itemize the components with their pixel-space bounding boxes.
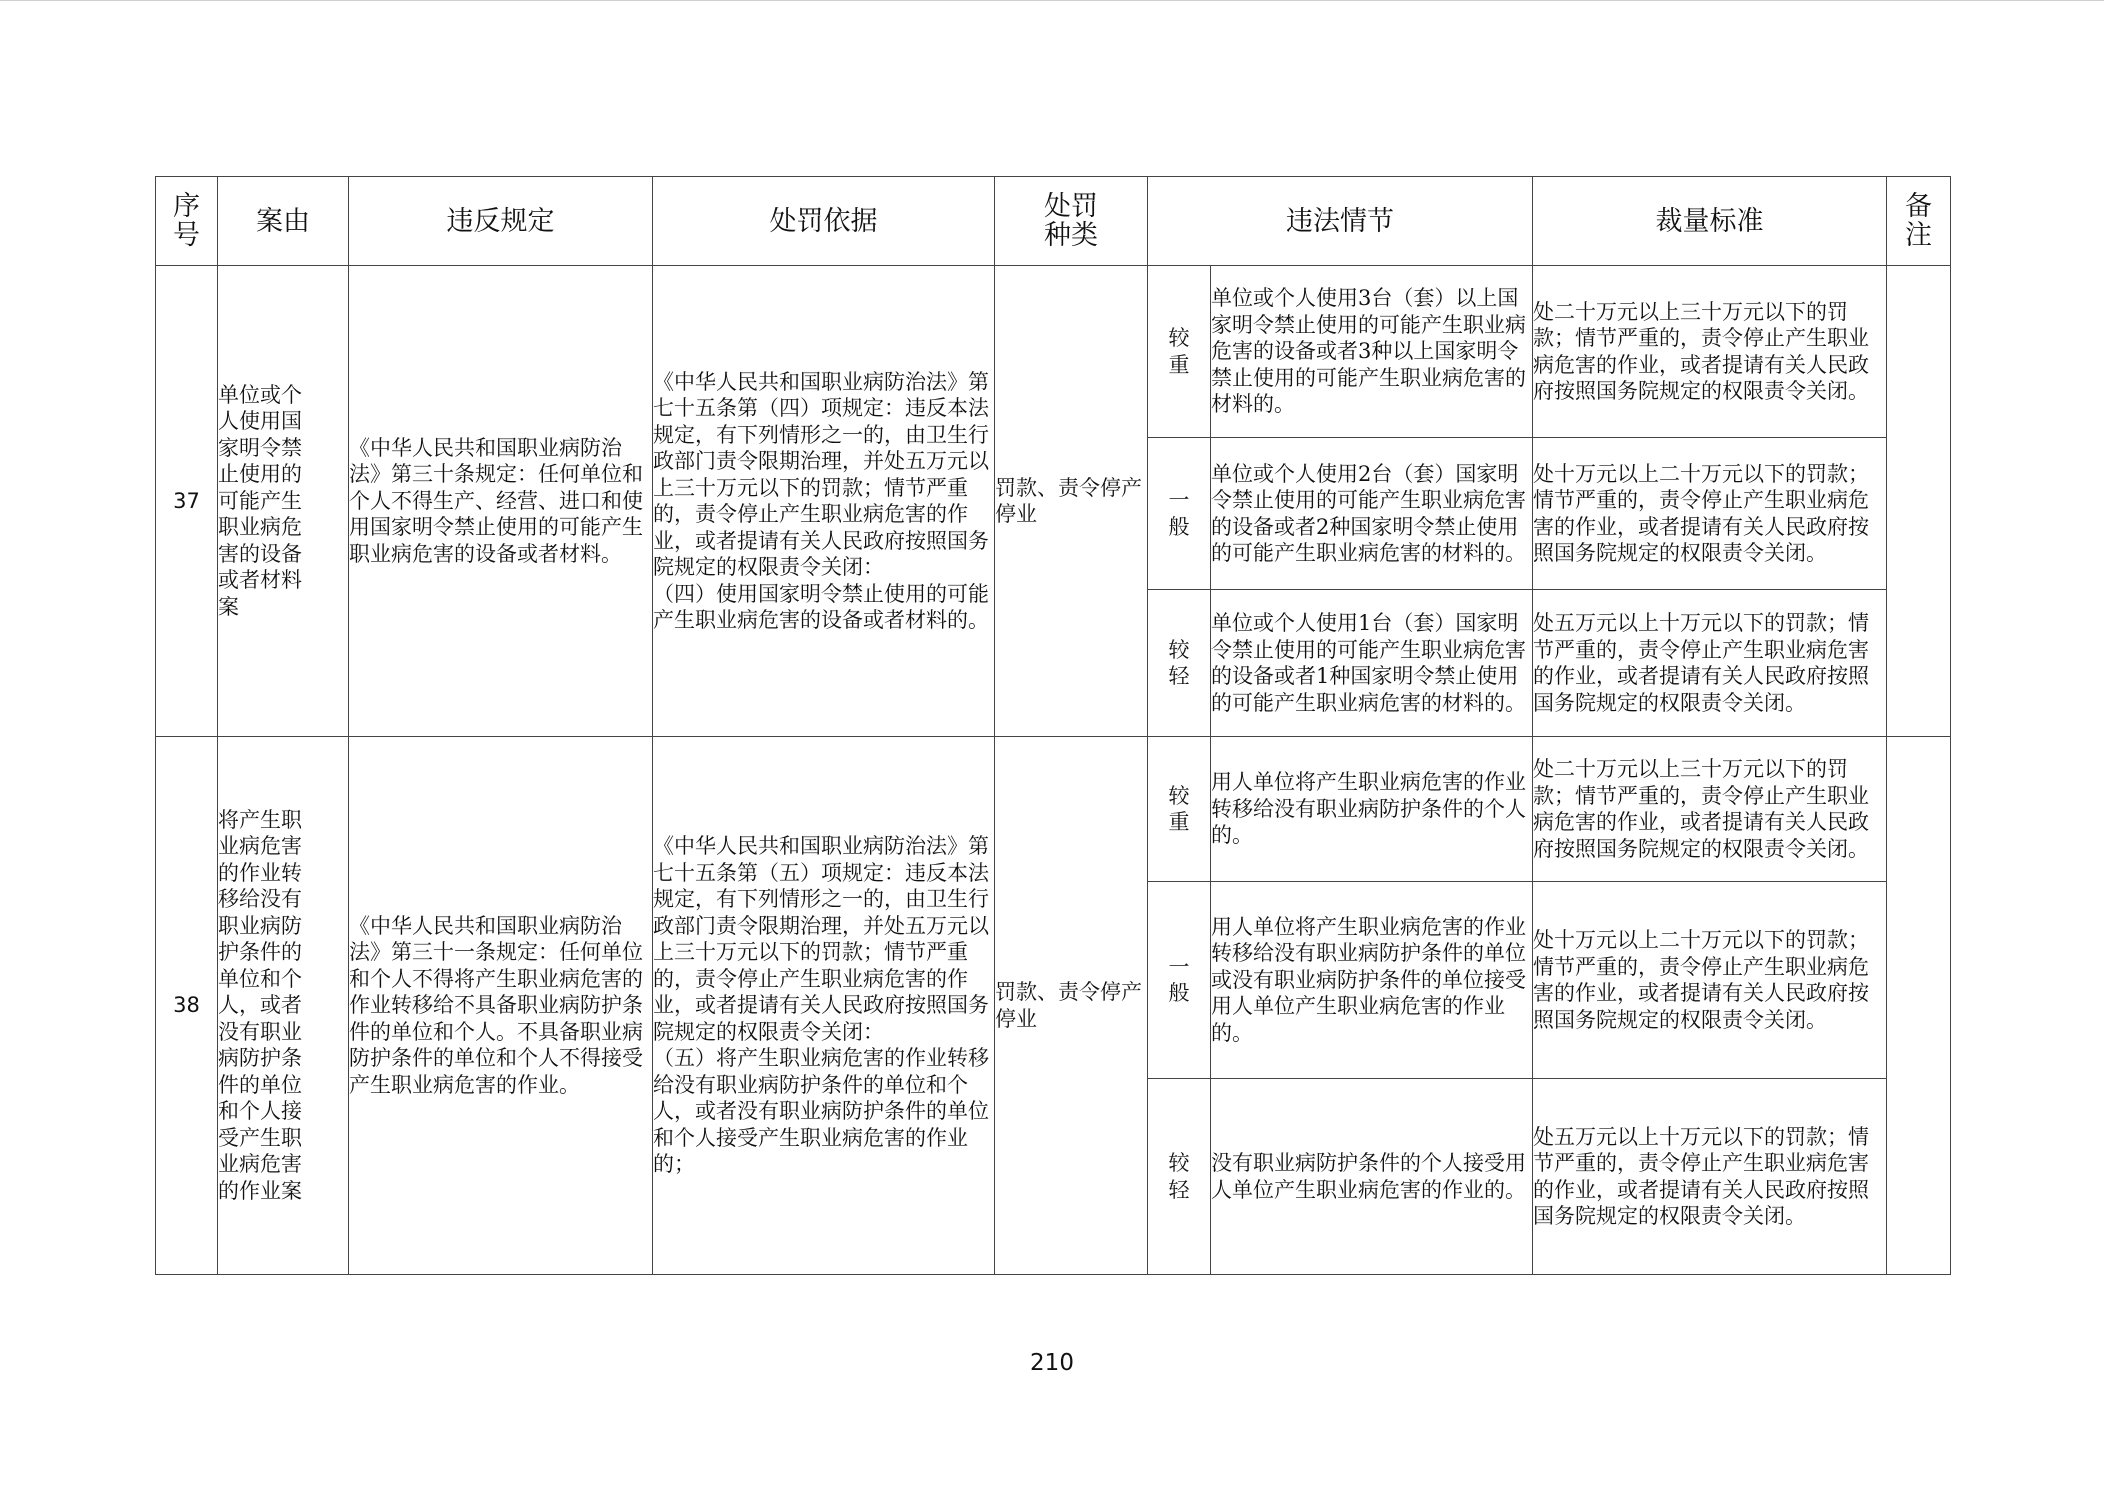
- discretion-standard: 处二十万元以上三十万元以下的罚款；情节严重的，责令停止产生职业病危害的作业，或者提请有关人民政府按照国务院规定的权限责令关闭。: [1533, 737, 1887, 882]
- discretion-standard: 处十万元以上二十万元以下的罚款；情节严重的，责令停止产生职业病危害的作业，或者提请有关人民政府按照国务院规定的权限责令关闭。: [1533, 882, 1887, 1079]
- circumstance-text: 单位或个人使用1台（套）国家明令禁止使用的可能产生职业病危害的设备或者1种国家明令禁止使用的可能产生职业病危害的材料的。: [1211, 590, 1533, 737]
- penalty-basis: [653, 737, 995, 1275]
- penalty-basis-item: （四）使用国家明令禁止使用的可能产生职业病危害的设备或者材料的。: [653, 581, 989, 632]
- discretion-standard: 处十万元以上二十万元以下的罚款；情节严重的，责令停止产生职业病危害的作业，或者提请有关人民政府按照国务院规定的权限责令关闭。: [1533, 438, 1887, 590]
- table-row: [156, 266, 1951, 438]
- severity-level: 较轻: [1148, 1079, 1211, 1275]
- page-top-border: [0, 0, 2104, 1]
- severity-level: 较轻: [1148, 590, 1211, 737]
- penalty-type: 罚款、责令停产停业: [995, 266, 1148, 737]
- header-violated-provision: 违反规定: [349, 177, 653, 266]
- severity-level: 较重: [1148, 737, 1211, 882]
- penalty-type: 罚款、责令停产停业: [995, 737, 1148, 1275]
- discretion-standard: 处五万元以上十万元以下的罚款；情节严重的，责令停止产生职业病危害的作业，或者提请有关人民政府按照国务院规定的权限责令关闭。: [1533, 1079, 1887, 1275]
- table-row: [156, 737, 1951, 882]
- discretion-standard: 处五万元以上十万元以下的罚款；情节严重的，责令停止产生职业病危害的作业，或者提请有关人民政府按照国务院规定的权限责令关闭。: [1533, 590, 1887, 737]
- row-number: 38: [156, 737, 218, 1275]
- penalty-basis-item: （五）将产生职业病危害的作业转移给没有职业病防护条件的单位和个人，或者没有职业病防护条件的单位和个人接受产生职业病危害的作业的；: [653, 1046, 989, 1177]
- violated-provision: 《中华人民共和国职业病防治法》第三十一条规定：任何单位和个人不得将产生职业病危害的作业转移给不具备职业病防护条件的单位和个人。不具备职业病防护条件的单位和个人不得接受产生职业病危害的作业。: [349, 737, 653, 1275]
- remark-cell: [1887, 266, 1951, 737]
- severity-level: 一般: [1148, 882, 1211, 1079]
- header-remark: 备注: [1887, 177, 1951, 266]
- case-cause: 单位或个人使用国家明令禁止使用的可能产生职业病危害的设备或者材料案: [218, 266, 349, 737]
- header-penalty-type: 处罚种类: [995, 177, 1148, 266]
- penalty-basis-main: 《中华人民共和国职业病防治法》第七十五条第（五）项规定：违反本法规定，有下列情形之一的，由卫生行政部门责令限期治理，并处五万元以上三十万元以下的罚款；情节严重的，责令停止产生职业病危害的作业，或者提请有关人民政府按照国务院规定的权限责令关闭：: [653, 834, 989, 1044]
- header-cause: 案由: [218, 177, 349, 266]
- circumstance-text: 单位或个人使用3台（套）以上国家明令禁止使用的可能产生职业病危害的设备或者3种以上国家明令禁止使用的可能产生职业病危害的材料的。: [1211, 266, 1533, 438]
- header-circumstance: 违法情节: [1148, 177, 1533, 266]
- penalty-basis-main: 《中华人民共和国职业病防治法》第七十五条第（四）项规定：违反本法规定，有下列情形之一的，由卫生行政部门责令限期治理，并处五万元以上三十万元以下的罚款；情节严重的，责令停止产生职业病危害的作业，或者提请有关人民政府按照国务院规定的权限责令关闭：: [653, 369, 989, 579]
- severity-level: 一般: [1148, 438, 1211, 590]
- page-number: 210: [1030, 1350, 1074, 1376]
- violated-provision: 《中华人民共和国职业病防治法》第三十条规定：任何单位和个人不得生产、经营、进口和使用国家明令禁止使用的可能产生职业病危害的设备或者材料。: [349, 266, 653, 737]
- case-cause: 将产生职业病危害的作业转移给没有职业病防护条件的单位和个人，或者没有职业病防护条件的单位和个人接受产生职业病危害的作业案: [218, 737, 349, 1275]
- penalty-basis: [653, 266, 995, 737]
- circumstance-text: 没有职业病防护条件的个人接受用人单位产生职业病危害的作业的。: [1211, 1079, 1533, 1275]
- remark-cell: [1887, 737, 1951, 1275]
- header-discretion-standard: 裁量标准: [1533, 177, 1887, 266]
- circumstance-text: 用人单位将产生职业病危害的作业转移给没有职业病防护条件的单位或没有职业病防护条件的单位接受用人单位产生职业病危害的作业的。: [1211, 882, 1533, 1079]
- circumstance-text: 单位或个人使用2台（套）国家明令禁止使用的可能产生职业病危害的设备或者2种国家明令禁止使用的可能产生职业病危害的材料的。: [1211, 438, 1533, 590]
- circumstance-text: 用人单位将产生职业病危害的作业转移给没有职业病防护条件的个人的。: [1211, 737, 1533, 882]
- severity-level: 较重: [1148, 266, 1211, 438]
- row-number: 37: [156, 266, 218, 737]
- penalty-discretion-table: [155, 176, 1951, 1275]
- header-no: 序号: [156, 177, 218, 266]
- header-penalty-basis: 处罚依据: [653, 177, 995, 266]
- discretion-standard: 处二十万元以上三十万元以下的罚款；情节严重的，责令停止产生职业病危害的作业，或者提请有关人民政府按照国务院规定的权限责令关闭。: [1533, 266, 1887, 438]
- header-row: [156, 177, 1951, 266]
